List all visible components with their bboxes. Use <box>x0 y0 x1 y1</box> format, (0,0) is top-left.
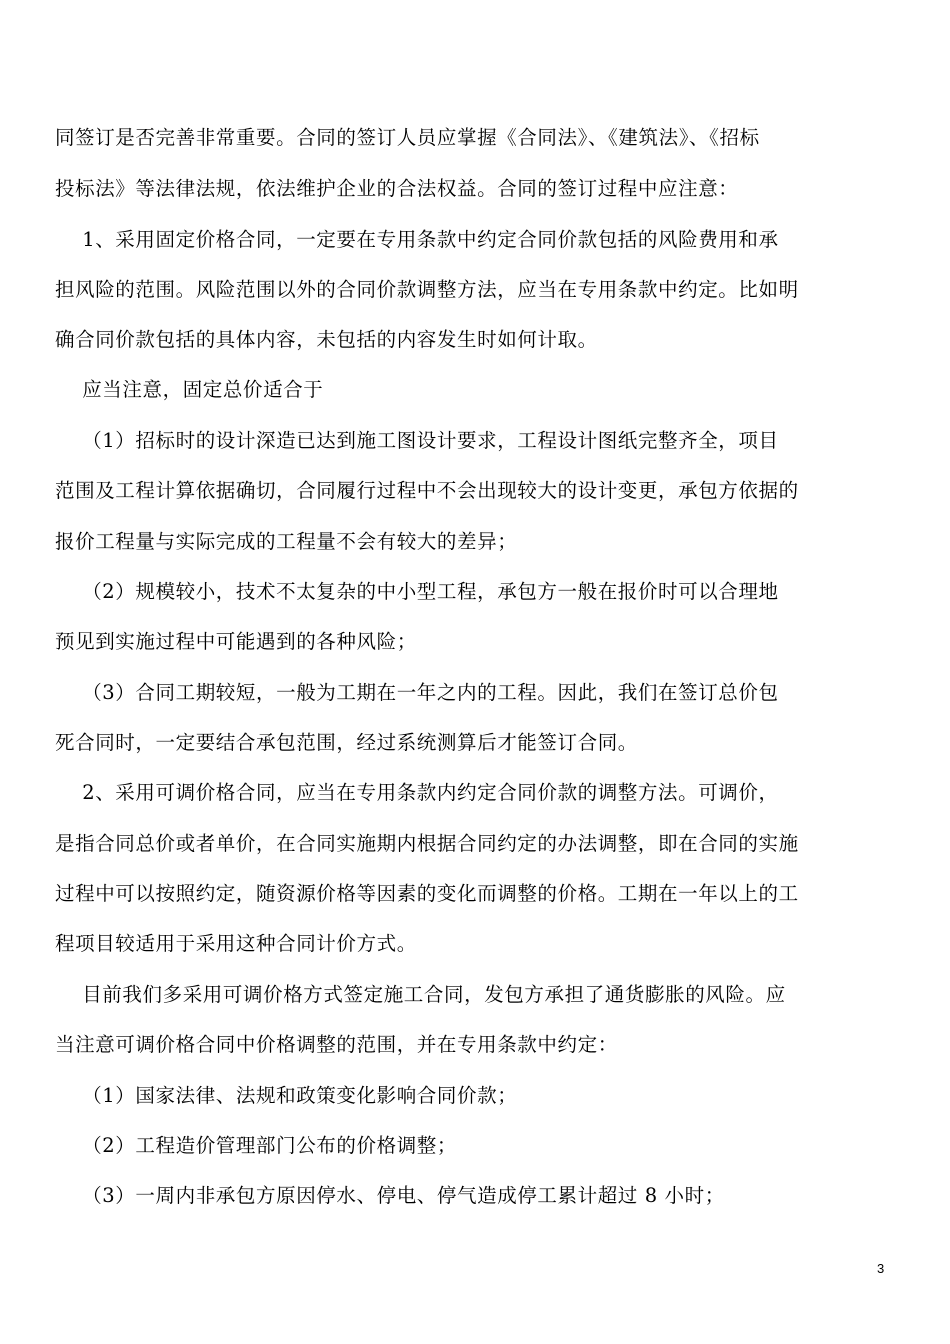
text-line: 投标法》等法律法规，依法维护企业的合法权益。合同的签订过程中应注意： <box>55 177 739 200</box>
text-line: 应当注意，固定总价适合于 <box>55 378 324 401</box>
text-line: 确合同价款包括的具体内容，未包括的内容发生时如何计取。 <box>55 328 598 351</box>
text-line: （2）规模较小，技术不太复杂的中小型工程，承包方一般在报价时可以合理地 <box>55 580 779 603</box>
text-line: 2、采用可调价格合同，应当在专用条款内约定合同价款的调整方法。可调价， <box>55 781 779 804</box>
text-line: 范围及工程计算依据确切，合同履行过程中不会出现较大的设计变更，承包方依据的 <box>55 479 799 502</box>
text-line: 目前我们多采用可调价格方式签定施工合同，发包方承担了通货膨胀的风险。应 <box>55 983 786 1006</box>
text-line: 1、采用固定价格合同，一定要在专用条款中约定合同价款包括的风险费用和承 <box>55 228 779 251</box>
text-line: （3）一周内非承包方原因停水、停电、停气造成停工累计超过 8 小时； <box>55 1184 725 1207</box>
text-line: 是指合同总价或者单价，在合同实施期内根据合同约定的办法调整，即在合同的实施 <box>55 832 799 855</box>
text-line: 同签订是否完善非常重要。合同的签订人员应掌握《合同法》、《建筑法》、《招标 <box>55 126 760 149</box>
text-line: 过程中可以按照约定，随资源价格等因素的变化而调整的价格。工期在一年以上的工 <box>55 882 799 905</box>
text-line: （3）合同工期较短，一般为工期在一年之内的工程。因此，我们在签订总价包 <box>55 681 779 704</box>
text-line: 担风险的范围。风险范围以外的合同价款调整方法，应当在专用条款中约定。比如明 <box>55 278 799 301</box>
page-number: 3 <box>877 1261 885 1276</box>
text-line: 死合同时，一定要结合承包范围，经过系统测算后才能签订合同。 <box>55 731 638 754</box>
text-line: 程项目较适用于采用这种合同计价方式。 <box>55 932 417 955</box>
text-line: 报价工程量与实际完成的工程量不会有较大的差异； <box>55 530 518 553</box>
text-line: （1）国家法律、法规和政策变化影响合同价款； <box>55 1084 518 1107</box>
text-line: 当注意可调价格合同中价格调整的范围，并在专用条款中约定： <box>55 1033 618 1056</box>
text-line: 预见到实施过程中可能遇到的各种风险； <box>55 630 417 653</box>
text-line: （2）工程造价管理部门公布的价格调整； <box>55 1134 458 1157</box>
text-line: （1）招标时的设计深造已达到施工图设计要求，工程设计图纸完整齐全，项目 <box>55 429 779 452</box>
